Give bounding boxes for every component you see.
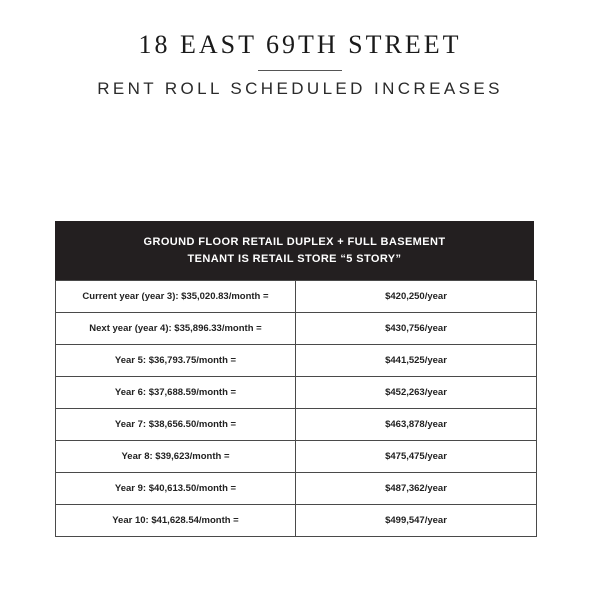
- table-row: [56, 281, 537, 313]
- rent-schedule: [55, 280, 537, 537]
- table-row: [56, 313, 537, 345]
- row-period: Year 6: $37,688.59/month =: [56, 377, 296, 409]
- row-period: Year 9: $40,613.50/month =: [56, 473, 296, 505]
- table-header-line-1: GROUND FLOOR RETAIL DUPLEX + FULL BASEMENT: [143, 235, 446, 248]
- row-period: Current year (year 3): $35,020.83/month =: [56, 281, 296, 313]
- row-annual: $463,878/year: [296, 409, 537, 441]
- table-header: [55, 221, 534, 280]
- row-period: Year 7: $38,656.50/month =: [56, 409, 296, 441]
- row-period: Year 10: $41,628.54/month =: [56, 505, 296, 537]
- rent-roll-table: [55, 221, 534, 537]
- document-title: 18 EAST 69TH STREET: [138, 30, 462, 59]
- row-annual: $441,525/year: [296, 345, 537, 377]
- table-row: [56, 345, 537, 377]
- row-annual: $430,756/year: [296, 313, 537, 345]
- table-row: [56, 473, 537, 505]
- table-row: [56, 377, 537, 409]
- row-annual: $452,263/year: [296, 377, 537, 409]
- row-period: Year 8: $39,623/month =: [56, 441, 296, 473]
- table-row: [56, 409, 537, 441]
- row-annual: $475,475/year: [296, 441, 537, 473]
- row-period: Year 5: $36,793.75/month =: [56, 345, 296, 377]
- row-annual: $487,362/year: [296, 473, 537, 505]
- title-divider: [258, 70, 342, 71]
- row-annual: $499,547/year: [296, 505, 537, 537]
- row-period: Next year (year 4): $35,896.33/month =: [56, 313, 296, 345]
- table-row: [56, 505, 537, 537]
- row-annual: $420,250/year: [296, 281, 537, 313]
- table-header-line-2: TENANT IS RETAIL STORE “5 STORY”: [187, 252, 402, 265]
- document-subtitle: RENT ROLL SCHEDULED INCREASES: [97, 79, 503, 98]
- table-row: [56, 441, 537, 473]
